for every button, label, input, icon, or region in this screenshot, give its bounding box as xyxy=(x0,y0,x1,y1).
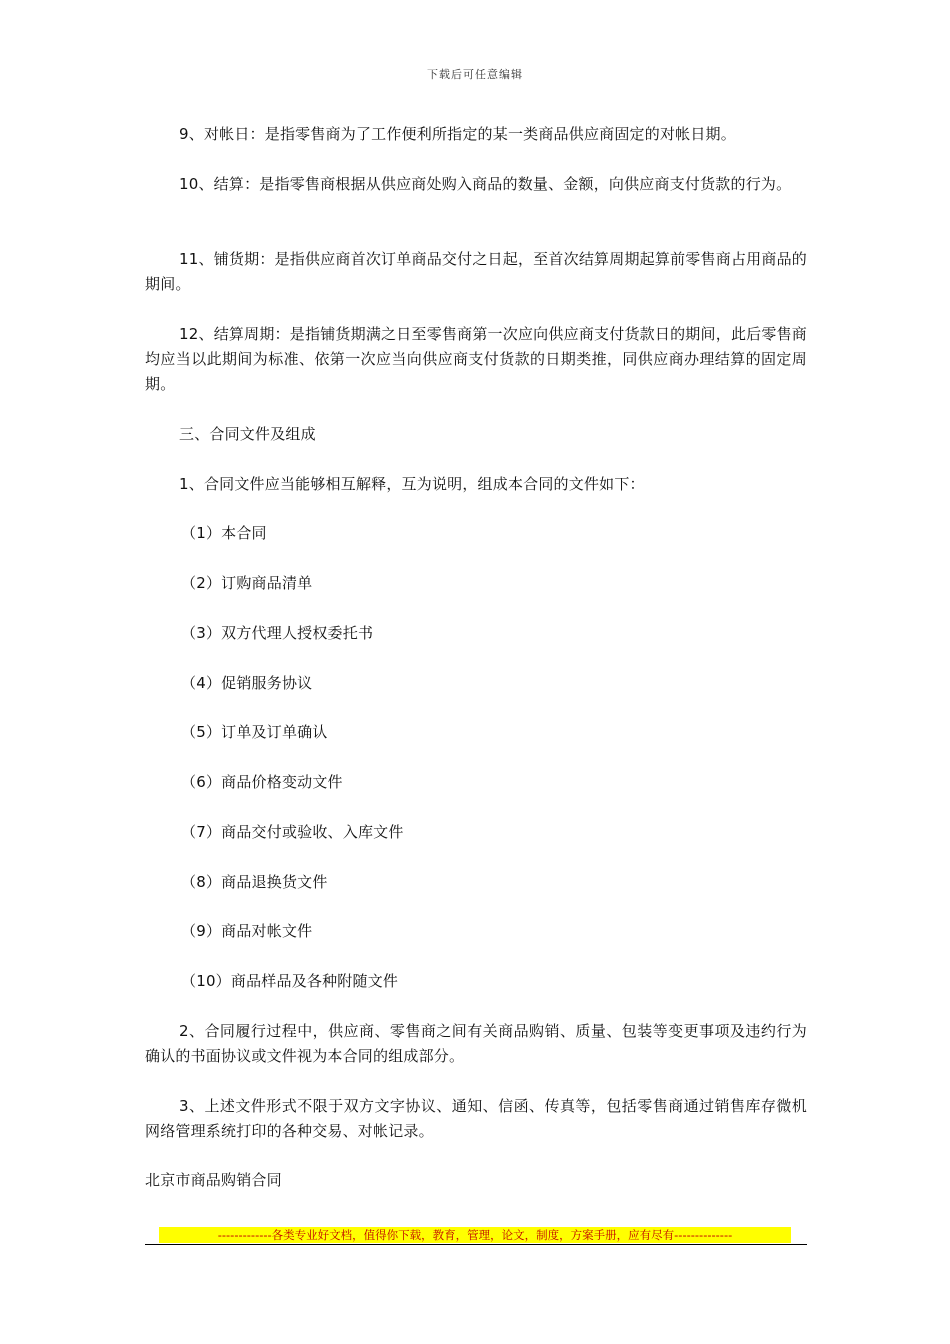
paragraph-reconciliation-day: 9、对帐日：是指零售商为了工作便利所指定的某一类商品供应商固定的对帐日期。 xyxy=(179,125,736,143)
list-item: （10）商品样品及各种附随文件 xyxy=(181,972,399,990)
list-item: （6）商品价格变动文件 xyxy=(181,773,343,791)
header-note: 下载后可任意编辑 xyxy=(427,68,523,81)
section-heading-contract-documents: 三、合同文件及组成 xyxy=(179,425,316,443)
list-item: （7）商品交付或验收、入库文件 xyxy=(181,823,404,841)
paragraph-document-forms: 3、上述文件形式不限于双方文字协议、通知、信函、传真等，包括零售商通过销售库存微机网络管理系统打印的各种交易、对帐记录。 xyxy=(145,1097,807,1140)
list-item: （3）双方代理人授权委托书 xyxy=(181,624,374,642)
list-item: （9）商品对帐文件 xyxy=(181,922,313,940)
list-item: （5）订单及订单确认 xyxy=(181,723,328,741)
list-item: （4）促销服务协议 xyxy=(181,674,313,692)
list-item: （2）订购商品清单 xyxy=(181,574,313,592)
paragraph-stocking-period: 11、铺货期：是指供应商首次订单商品交付之日起，至首次结算周期起算前零售商占用商品的期间。 xyxy=(145,250,807,293)
paragraph-settlement: 10、结算：是指零售商根据从供应商处购入商品的数量、金额，向供应商支付货款的行为。 xyxy=(179,175,792,193)
list-item: （1）本合同 xyxy=(181,524,267,542)
footer-divider xyxy=(145,1244,807,1245)
paragraph-settlement-cycle: 12、结算周期：是指铺货期满之日至零售商第一次应向供应商支付货款日的期间，此后零售商均应当以此期间为标准、依第一次应当向供应商支付货款的日期类推，同供应商办理结算的固定周期。 xyxy=(145,325,807,393)
paragraph-performance-documents: 2、合同履行过程中，供应商、零售商之间有关商品购销、质量、包装等变更事项及违约行为确认的书面协议或文件视为本合同的组成部分。 xyxy=(145,1022,807,1065)
footer-banner: -------------各类专业好文档，值得你下载，教育，管理，论文，制度，方案手册，应有尽有-------------- xyxy=(159,1227,791,1243)
list-item: （8）商品退换货文件 xyxy=(181,873,328,891)
document-title-footer: 北京市商品购销合同 xyxy=(145,1171,282,1189)
paragraph-contract-documents-intro: 1、合同文件应当能够相互解释，互为说明，组成本合同的文件如下： xyxy=(179,475,645,493)
